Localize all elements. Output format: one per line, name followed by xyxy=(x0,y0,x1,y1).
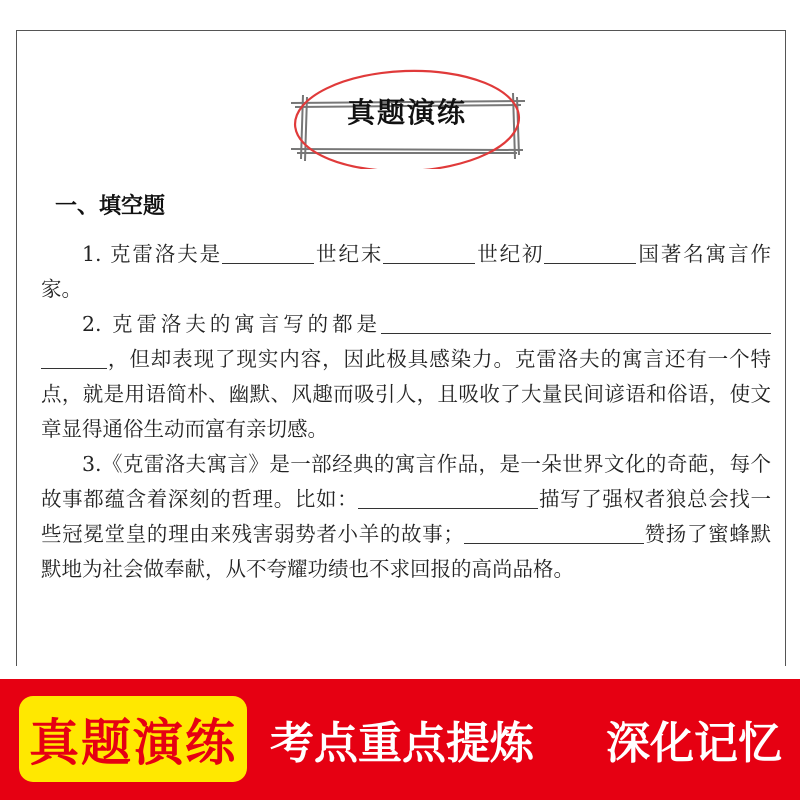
answer-blank[interactable] xyxy=(383,243,475,265)
title-block xyxy=(277,49,537,169)
question-text: 赞扬了蜜蜂默默地为社会做奉献，从不夸耀功绩也不求回报的高尚品格。 xyxy=(41,522,772,581)
answer-blank[interactable] xyxy=(464,523,644,545)
page-title: 真题演练 xyxy=(346,96,467,129)
answer-blank[interactable] xyxy=(358,488,538,510)
tagline-left: 考点重点提炼 xyxy=(270,718,534,769)
question-list xyxy=(41,237,771,587)
banner-tagline xyxy=(270,696,782,782)
question-text: 3.《克雷洛夫寓言》是一部经典的寓言作品，是一朵世界文化的奇葩，每个故事都蕴含着深刻的哲理。比如： xyxy=(41,452,771,511)
banner-badge: 真题演练 xyxy=(19,696,247,782)
question-item xyxy=(41,237,771,307)
tagline-right: 深化记忆 xyxy=(606,718,782,769)
answer-blank[interactable] xyxy=(544,243,636,265)
answer-blank[interactable] xyxy=(41,348,107,370)
document-page xyxy=(16,30,786,666)
answer-blank[interactable] xyxy=(381,313,771,335)
question-text: 描写了强权者狼总会找一些冠冕堂皇的理由来残害弱势者小羊的故事； xyxy=(41,487,772,546)
question-item xyxy=(41,307,771,447)
question-text: ，但却表现了现实内容，因此极具感染力。克雷洛夫的寓言还有一个特点，就是用语简朴、幽默、风趣而吸引人，且吸收了大量民间谚语和俗语，使文章显得通俗生动而富有亲切感。 xyxy=(41,347,771,441)
question-text: 1. 克雷洛夫是 xyxy=(82,242,223,266)
question-text: 国著名寓言作家。 xyxy=(41,242,772,301)
promo-banner xyxy=(0,679,800,800)
question-item xyxy=(41,447,771,587)
question-text: 世纪初 xyxy=(475,242,545,266)
section-heading: 一、填空题 xyxy=(55,194,166,219)
question-text: 世纪末 xyxy=(314,242,384,266)
question-text: 2. 克雷洛夫的寓言写的都是 xyxy=(82,312,381,336)
answer-blank[interactable] xyxy=(222,243,314,265)
